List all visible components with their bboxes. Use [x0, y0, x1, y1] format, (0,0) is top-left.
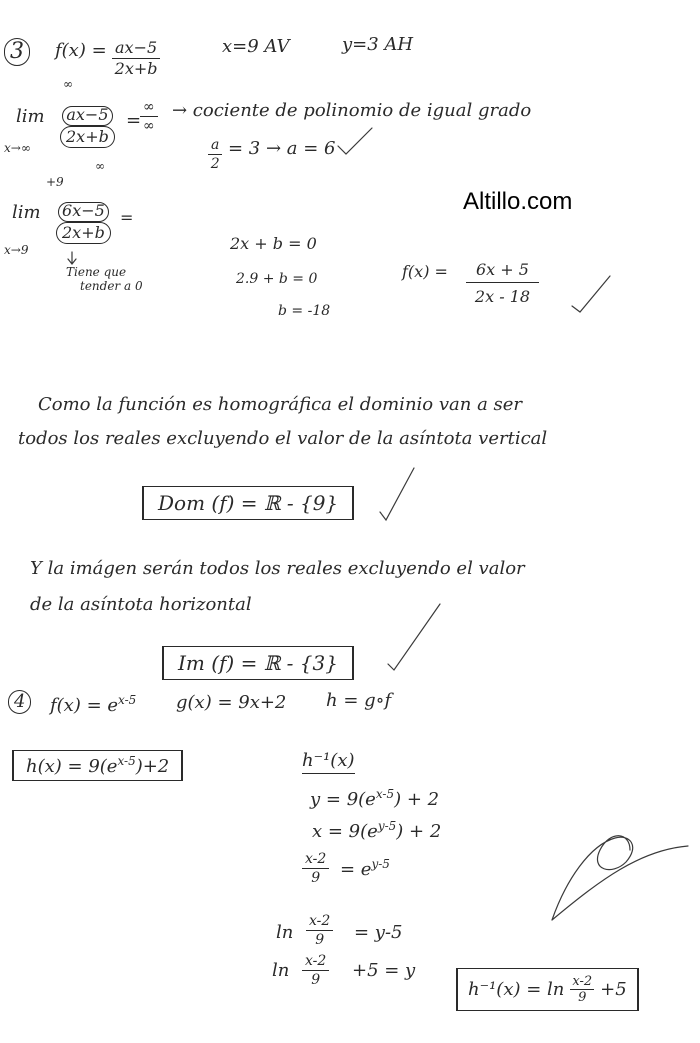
inverse-step-4-rhs: = y-5	[354, 922, 403, 943]
lim2-fraction: $\frac{6x-5}{2x+b}$	[56, 202, 111, 244]
inverse-step-5-fraction: $\frac{x-2}{9}$	[302, 954, 329, 987]
result-function-label: f(x) =	[402, 262, 448, 281]
function-label: f(x) =	[55, 40, 107, 61]
horizontal-asymptote-given: y=3 AH	[342, 34, 414, 55]
lim1-word: lim	[16, 106, 45, 127]
domain-text-line-2: todos los reales excluyendo el valor de la asíntota vertical	[18, 428, 548, 449]
lim1-equals: =	[126, 110, 142, 131]
inverse-step-2: $x = 9(e^{y-5}) + 2$	[312, 819, 442, 842]
inverse-step-1: $y = 9(e^{x-5}) + 2$	[310, 787, 440, 810]
problem-4-number: 4	[8, 690, 31, 714]
h-composition-box: $h(x) = 9(e^{x-5})+2$	[12, 750, 183, 781]
arrow-down-lim2	[68, 252, 76, 264]
lim2-subscript: x→9	[4, 243, 29, 257]
check-mark-4	[388, 604, 440, 670]
image-text-line-2: de la asíntota horizontal	[30, 594, 252, 615]
image-text-line-1: Y la imágen serán todos los reales excluyendo el valor	[30, 558, 525, 579]
lim2-equals: =	[120, 208, 134, 227]
g-definition: g(x) = 9x+2	[176, 692, 287, 713]
lim1-infinity-bottom: ∞	[95, 159, 105, 173]
inverse-step-4-fraction: $\frac{x-2}{9}$	[306, 914, 333, 947]
equation-b-1: 2x + b = 0	[230, 234, 317, 253]
lim1-fraction: $\frac{ax-5}{2x+b}$	[60, 106, 115, 148]
function-fraction: $\frac{ax-5}{2x+b}$	[112, 40, 160, 77]
a-fraction: $\frac{a}{2}$	[208, 138, 222, 171]
f-definition: $f(x) = e^{x-5}$	[50, 693, 137, 716]
a-result: = 3 → a = 6	[228, 138, 336, 159]
tends-note-1: Tiene que	[66, 265, 127, 279]
lim2-word: lim	[12, 202, 41, 223]
domain-text-line-1: Como la función es homográfica el dominio van a ser	[38, 394, 523, 415]
vertical-asymptote-given: x=9 AV	[222, 36, 290, 57]
domain-box: Dom (f) = ℝ - {9}	[142, 486, 354, 520]
inverse-step-3-fraction: $\frac{x-2}{9}$	[302, 852, 329, 885]
inverse-step-3-rhs: = $e^{y-5}$	[340, 857, 390, 880]
h-definition: h = g∘f	[326, 690, 392, 711]
equation-b-3: b = -18	[278, 303, 331, 319]
lim1-result: ∞ ∞	[140, 100, 158, 133]
lim1-comment: → cociente de polinomio de igual grado	[172, 100, 532, 121]
inverse-heading: h⁻¹(x)	[302, 752, 355, 774]
inverse-step-4-ln: ln	[276, 922, 294, 943]
lim2-approach-top: +9	[46, 175, 64, 189]
inverse-step-5-ln: ln	[272, 960, 290, 981]
image-box: Im (f) = ℝ - {3}	[162, 646, 354, 680]
signature-icon	[552, 836, 688, 920]
inverse-step-5-rhs: +5 = y	[352, 960, 416, 981]
check-mark-1	[338, 128, 372, 154]
check-mark-2	[572, 276, 610, 312]
lim1-infinity-top: ∞	[63, 77, 73, 91]
lim1-subscript: x→∞	[4, 141, 31, 155]
equation-b-2: 2.9 + b = 0	[236, 271, 318, 287]
tends-note-2: tender a 0	[80, 279, 143, 293]
problem-3-number: 3	[4, 38, 30, 66]
result-function-fraction: $\frac{6x + 5}{2x - 18}$	[466, 262, 539, 305]
check-mark-3	[380, 468, 414, 520]
watermark: Altillo.com	[463, 188, 573, 215]
final-inverse-box: h⁻¹(x) = ln x-2 9 +5	[456, 968, 639, 1011]
